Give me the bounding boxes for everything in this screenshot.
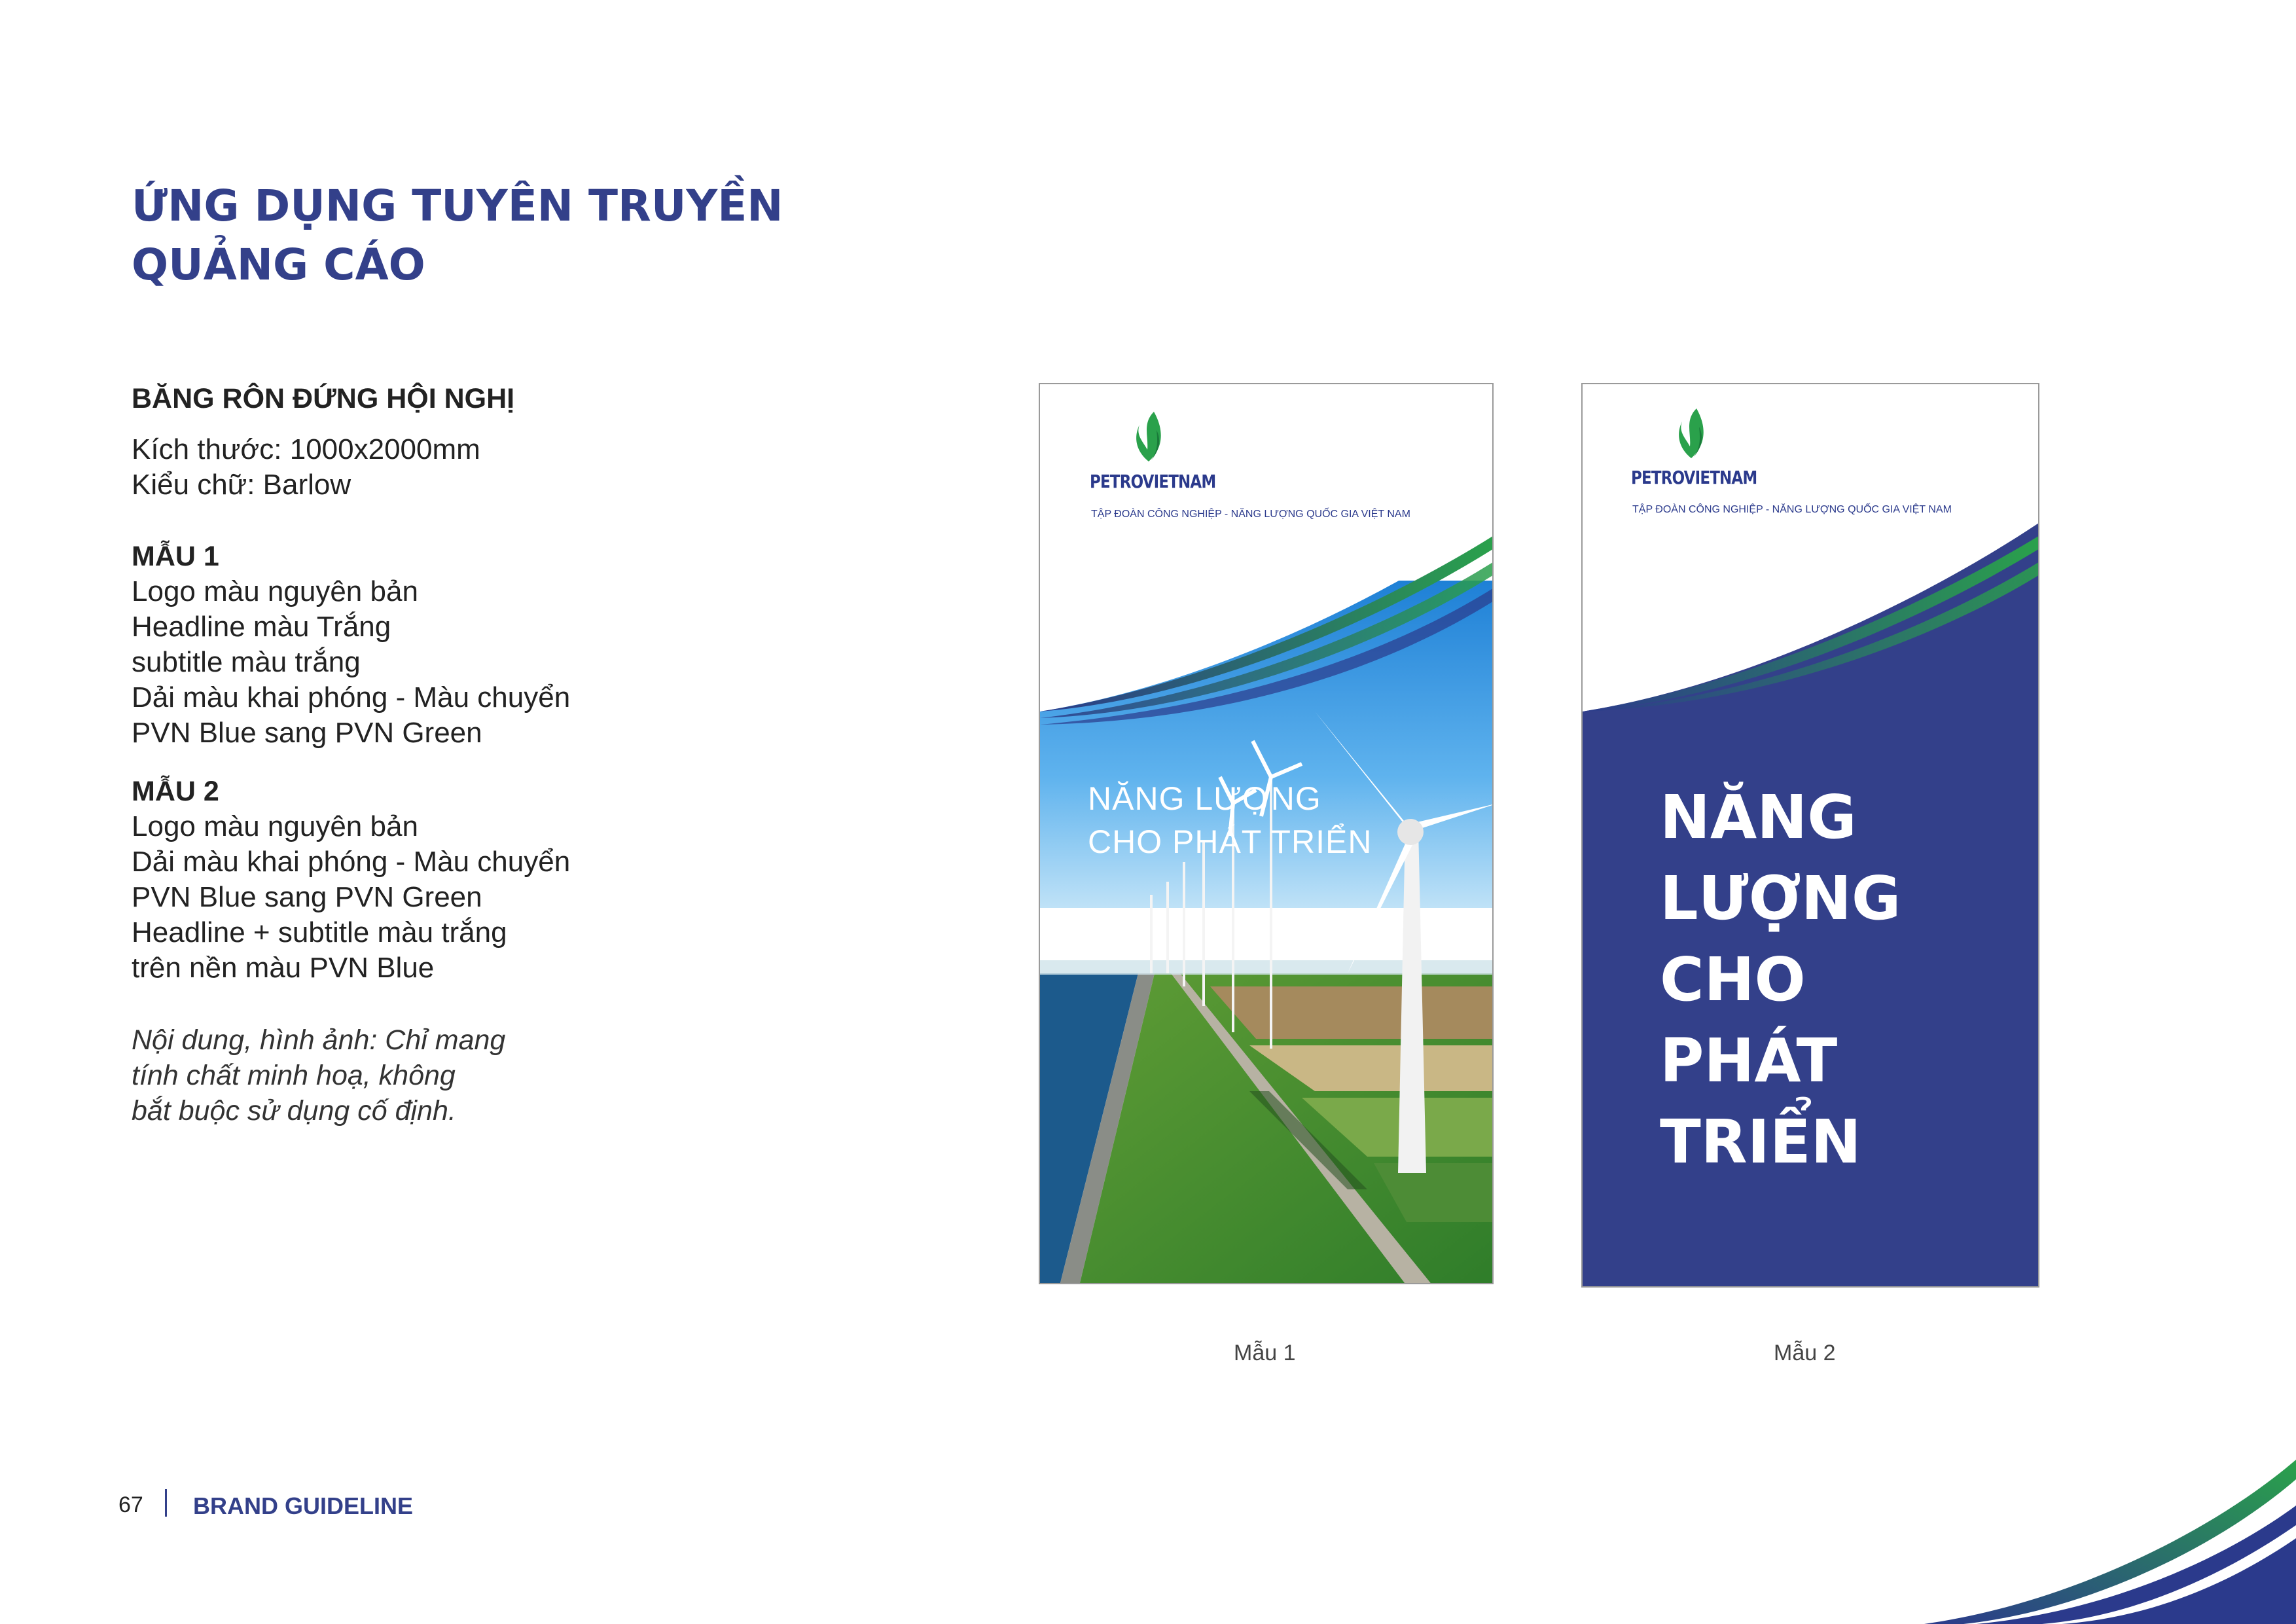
- banner1-headline-line: CHO PHÁT TRIỂN: [1088, 823, 1372, 860]
- mau2-line: Headline + subtitle màu trắng: [132, 916, 507, 948]
- note-line: Nội dung, hình ảnh: Chỉ mang: [132, 1024, 506, 1056]
- logo-tagline: TẬP ĐOÀN CÔNG NGHIỆP - NĂNG LƯỢNG QUỐC GIA VIỆT NAM: [1091, 509, 1410, 520]
- mau2-line: Logo màu nguyên bản: [132, 810, 418, 842]
- mau1-line: Logo màu nguyên bản: [132, 575, 418, 607]
- mau2-line: PVN Blue sang PVN Green: [132, 881, 482, 913]
- banner1-headline: [1088, 777, 1480, 863]
- banner1-headline-line: NĂNG LƯỢNG: [1088, 780, 1321, 817]
- footer-divider: [165, 1489, 167, 1517]
- mau2-heading: MẪU 2: [132, 776, 219, 807]
- caption-mau-1: Mẫu 1: [1234, 1341, 1296, 1365]
- logo-name: PETROVIETNAM: [1090, 471, 1216, 492]
- banner-mau-1: [1039, 383, 1494, 1284]
- mau1-block: [132, 539, 570, 751]
- section-heading: BĂNG RÔN ĐỨNG HỘI NGHỊ: [132, 383, 515, 414]
- footer-brand-label: BRAND GUIDELINE: [193, 1492, 414, 1519]
- note-line: tính chất minh hoạ, không: [132, 1060, 456, 1091]
- mau1-line: Dải màu khai phóng - Màu chuyển: [132, 681, 571, 713]
- banner2-headline-line: CHO: [1660, 945, 1806, 1015]
- mau1-line: PVN Blue sang PVN Green: [132, 717, 482, 749]
- page-number: 67: [118, 1492, 143, 1517]
- page-title-line-2: QUẢNG CÁO: [132, 240, 425, 290]
- petrovietnam-flame-logo: [1672, 407, 1717, 460]
- banner2-headline: [1660, 777, 2026, 1183]
- banner2-headline-line: NĂNG: [1660, 782, 1857, 852]
- petrovietnam-flame-logo: [1129, 410, 1175, 463]
- page-title-line-1: ỨNG DỤNG TUYÊN TRUYỀN: [132, 181, 783, 231]
- mau2-line: trên nền màu PVN Blue: [132, 952, 435, 984]
- specs-block: [132, 432, 480, 503]
- page-title: [132, 177, 982, 295]
- corner-swoosh-decoration: [1898, 1440, 2296, 1624]
- mau1-line: Headline màu Trắng: [132, 611, 391, 643]
- mau2-block: [132, 774, 570, 986]
- illustration-note: [132, 1022, 505, 1128]
- spec-font: Kiểu chữ: Barlow: [132, 469, 351, 501]
- banner2-headline-line: PHÁT: [1660, 1026, 1838, 1096]
- logo-name: PETROVIETNAM: [1631, 467, 1757, 488]
- spec-size: Kích thước: 1000x2000mm: [132, 433, 480, 465]
- banner2-headline-line: TRIỂN: [1660, 1107, 1861, 1177]
- banner-mau-2: [1581, 383, 2039, 1288]
- mau2-line: Dải màu khai phóng - Màu chuyển: [132, 846, 571, 878]
- mau1-heading: MẪU 1: [132, 541, 219, 572]
- logo-tagline: TẬP ĐOÀN CÔNG NGHIỆP - NĂNG LƯỢNG QUỐC GIA VIỆT NAM: [1632, 504, 1952, 515]
- banner2-headline-line: LƯỢNG: [1660, 863, 1901, 933]
- note-line: bắt buộc sử dụng cố định.: [132, 1095, 456, 1127]
- caption-mau-2: Mẫu 2: [1774, 1341, 1836, 1365]
- mau1-line: subtitle màu trắng: [132, 646, 361, 678]
